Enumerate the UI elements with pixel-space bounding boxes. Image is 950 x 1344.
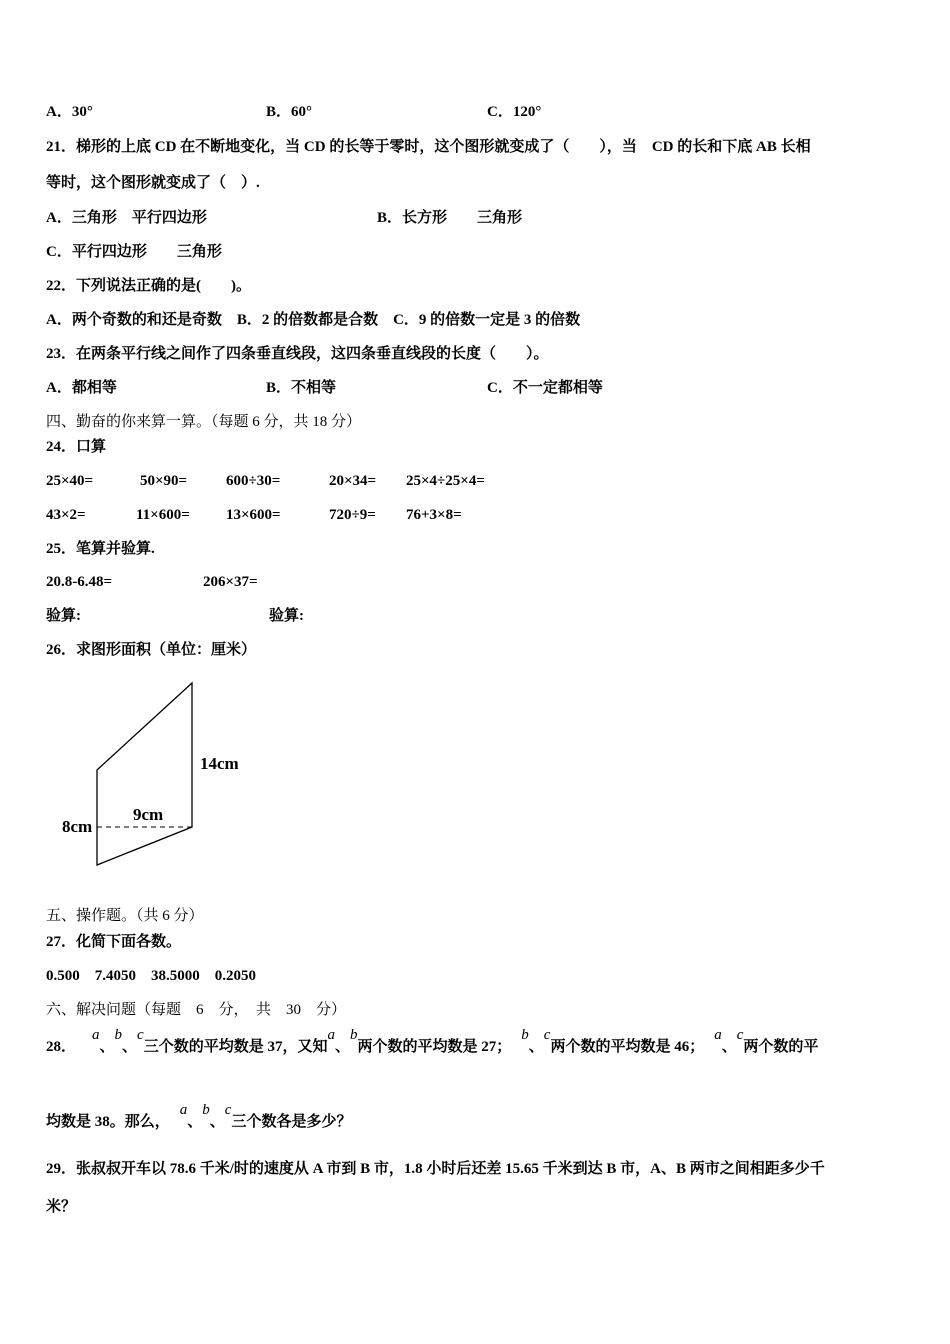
section-4-heading: 四、勤奋的你来算一算。（每题 6 分，共 18 分）: [46, 414, 362, 430]
section-5-heading: 五、操作题。（共 6 分）: [46, 908, 204, 924]
sep: 、: [122, 1039, 138, 1055]
q22-options: A．两个奇数的和还是奇数 B．2 的倍数都是合数 C．9 的倍数一定是 3 的倍数: [46, 312, 581, 328]
trapezoid-shape: [97, 683, 192, 865]
var-a: a: [327, 1027, 335, 1043]
problem: 20.8-6.48=: [46, 574, 113, 590]
sep: 、: [334, 1039, 350, 1055]
q28-line1: [46, 1027, 819, 1057]
q21-stem-line1: 21．梯形的上底 CD 在不断地变化，当 CD 的长等于零时，这个图形就变成了（ ），当 CD 的长和下底 AB 长相: [46, 139, 811, 155]
var-a: a: [714, 1027, 722, 1043]
side-label: 14cm: [200, 754, 239, 773]
text: 均数是 38。那么，: [46, 1114, 170, 1130]
text: 两个数的平均数是 27；: [357, 1039, 512, 1055]
var-a: a: [179, 1102, 188, 1118]
calc: 25×4÷25×4=: [406, 473, 485, 489]
q26-stem: 26．求图形面积（单位：厘米）: [46, 642, 257, 658]
q27-numbers: 0.500 7.4050 38.5000 0.2050: [46, 968, 257, 984]
calc: 43×2=: [46, 507, 86, 523]
trapezoid-figure: [0, 0, 300, 900]
var-b: b: [350, 1027, 358, 1043]
var-c: c: [137, 1027, 144, 1043]
var-c: c: [736, 1027, 744, 1043]
calc: 600÷30=: [226, 473, 281, 489]
sep: 、: [187, 1114, 203, 1130]
sep: 、: [99, 1039, 115, 1055]
sep: 、: [209, 1114, 225, 1130]
var-a: a: [92, 1027, 100, 1043]
option-a: A．三角形 平行四边形: [46, 210, 207, 226]
q29-line1: 29．张叔叔开车以 78.6 千米/时的速度从 A 市到 B 市，1.8 小时后还差 15.65 千米到达 B 市，A、B 两市之间相距多少千: [46, 1161, 825, 1177]
option-b: B．长方形 三角形: [377, 210, 523, 226]
sep: 、: [721, 1039, 737, 1055]
var-b: b: [521, 1027, 529, 1043]
problem: 206×37=: [203, 574, 258, 590]
q28-number: 28．: [46, 1039, 77, 1055]
height-label: 8cm: [62, 817, 93, 836]
option-c: C．不一定都相等: [487, 380, 603, 396]
option-a: A．都相等: [46, 380, 117, 396]
option-b: B．不相等: [266, 380, 337, 396]
var-b: b: [202, 1102, 210, 1118]
option-b: B．60°: [266, 104, 313, 120]
sep: 、: [528, 1039, 544, 1055]
q22-stem: 22．下列说法正确的是( )。: [46, 278, 251, 294]
q21-stem-line2: 等时，这个图形就变成了（ ）.: [46, 175, 260, 191]
calc: 20×34=: [329, 473, 377, 489]
section-6-heading: 六、解决问题（每题 6 分， 共 30 分）: [46, 1002, 347, 1018]
text: 三个数各是多少？: [231, 1114, 352, 1130]
base-label: 9cm: [133, 805, 164, 824]
calc: 13×600=: [226, 507, 281, 523]
q29-line2: 米？: [46, 1199, 77, 1215]
q25-stem: 25．笔算并验算.: [46, 541, 155, 557]
var-c: c: [543, 1027, 551, 1043]
calc: 50×90=: [140, 473, 188, 489]
calc: 720÷9=: [329, 507, 376, 523]
var-b: b: [114, 1027, 123, 1043]
q28-line2: [46, 1102, 352, 1132]
var-c: c: [224, 1102, 232, 1118]
text: 两个数的平: [743, 1039, 819, 1055]
calc: 76+3×8=: [406, 507, 462, 523]
calc: 11×600=: [136, 507, 190, 523]
text: 三个数的平均数是 37，又知: [143, 1039, 328, 1055]
option-a: A．30°: [46, 104, 93, 120]
calc: 25×40=: [46, 473, 94, 489]
check-label: 验算:: [46, 608, 81, 624]
option-c: C．120°: [487, 104, 542, 120]
q23-stem: 23．在两条平行线之间作了四条垂直线段，这四条垂直线段的长度（ ）。: [46, 346, 549, 362]
q27-stem: 27．化简下面各数。: [46, 934, 182, 950]
q21-option-c: C．平行四边形 三角形: [46, 244, 222, 260]
text: 两个数的平均数是 46；: [550, 1039, 705, 1055]
check-label: 验算:: [269, 608, 304, 624]
q24-stem: 24．口算: [46, 439, 107, 455]
